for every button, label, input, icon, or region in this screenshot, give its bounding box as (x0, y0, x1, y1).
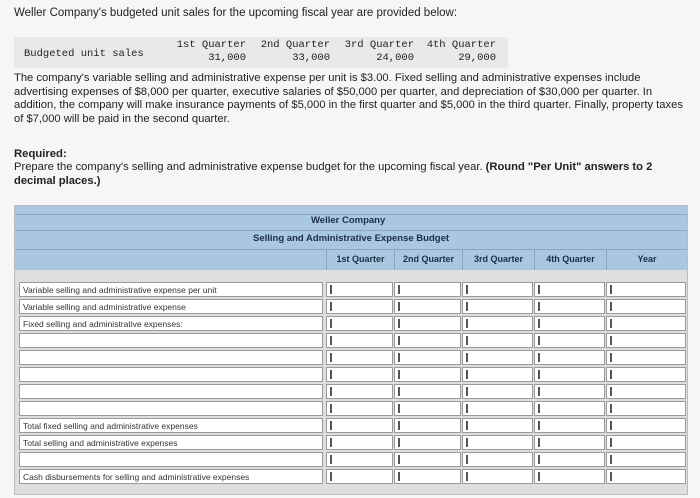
row-label-input[interactable] (19, 401, 323, 416)
budget-row (15, 400, 687, 417)
amount-input-year[interactable] (606, 418, 686, 433)
amount-input-q1[interactable] (326, 316, 393, 331)
budget-row (15, 366, 687, 383)
unit-sales-q2: 2nd Quarter 33,000 (260, 39, 330, 64)
amount-input-q1[interactable] (326, 452, 393, 467)
amount-input-q1[interactable] (326, 299, 393, 314)
amount-input-q3[interactable] (462, 469, 533, 484)
col-q4: 4th Quarter (534, 250, 606, 270)
amount-input-q3[interactable] (462, 384, 533, 399)
row-label-input[interactable]: Total fixed selling and administrative expenses (19, 418, 323, 433)
amount-input-q4[interactable] (534, 333, 605, 348)
budget-worksheet (14, 205, 688, 495)
amount-input-q1[interactable] (326, 367, 393, 382)
row-label-input[interactable]: Total selling and administrative expenses (19, 435, 323, 450)
amount-input-q2[interactable] (394, 367, 461, 382)
rounding-note: (Round "Per Unit" answers to 2 decimal places.) (14, 161, 653, 187)
amount-input-q4[interactable] (534, 401, 605, 416)
row-label-input[interactable] (19, 452, 323, 467)
amount-input-q3[interactable] (462, 418, 533, 433)
col-q3: 3rd Quarter (462, 250, 534, 270)
unit-sales-table (14, 37, 508, 68)
amount-input-q3[interactable] (462, 282, 533, 297)
amount-input-q3[interactable] (462, 316, 533, 331)
amount-input-q3[interactable] (462, 401, 533, 416)
amount-input-year[interactable] (606, 367, 686, 382)
row-label-input[interactable] (19, 333, 323, 348)
budget-row (15, 451, 687, 468)
amount-input-q4[interactable] (534, 316, 605, 331)
amount-input-q2[interactable] (394, 316, 461, 331)
amount-input-q4[interactable] (534, 350, 605, 365)
col-year: Year (606, 250, 687, 270)
amount-input-year[interactable] (606, 299, 686, 314)
amount-input-year[interactable] (606, 469, 686, 484)
budget-header (15, 206, 687, 270)
row-label-input[interactable] (19, 350, 323, 365)
amount-input-q4[interactable] (534, 384, 605, 399)
amount-input-q1[interactable] (326, 469, 393, 484)
row-label-input[interactable]: Fixed selling and administrative expenses: (19, 316, 323, 331)
amount-input-q2[interactable] (394, 299, 461, 314)
amount-input-q2[interactable] (394, 333, 461, 348)
amount-input-q3[interactable] (462, 333, 533, 348)
amount-input-year[interactable] (606, 333, 686, 348)
budget-row (15, 349, 687, 366)
amount-input-year[interactable] (606, 452, 686, 467)
unit-sales-q1: 1st Quarter 31,000 (176, 39, 246, 64)
amount-input-q2[interactable] (394, 452, 461, 467)
intro-text: Weller Company's budgeted unit sales for the upcoming fiscal year are provided below: (14, 7, 458, 19)
amount-input-q2[interactable] (394, 435, 461, 450)
company-name: Weller Company (311, 215, 386, 226)
budget-row (15, 298, 687, 315)
unit-sales-q3: 3rd Quarter 24,000 (344, 39, 414, 64)
amount-input-q2[interactable] (394, 384, 461, 399)
budget-row (15, 383, 687, 400)
amount-input-q2[interactable] (394, 418, 461, 433)
amount-input-q4[interactable] (534, 367, 605, 382)
budget-row (15, 315, 687, 332)
amount-input-q1[interactable] (326, 401, 393, 416)
amount-input-q1[interactable] (326, 282, 393, 297)
amount-input-q3[interactable] (462, 350, 533, 365)
required-text: Prepare the company's selling and administrative expense budget for the upcoming fiscal year. (Round "Per Unit" answers to 2 decimal places.) (14, 161, 653, 187)
unit-sales-q4: 4th Quarter 29,000 (426, 39, 496, 64)
amount-input-year[interactable] (606, 384, 686, 399)
row-label-input[interactable] (19, 384, 323, 399)
required-heading: Required: (14, 148, 67, 160)
amount-input-q4[interactable] (534, 469, 605, 484)
amount-input-q3[interactable] (462, 435, 533, 450)
amount-input-q2[interactable] (394, 401, 461, 416)
amount-input-q4[interactable] (534, 299, 605, 314)
amount-input-q4[interactable] (534, 452, 605, 467)
budget-row (15, 434, 687, 451)
amount-input-q1[interactable] (326, 350, 393, 365)
amount-input-q2[interactable] (394, 282, 461, 297)
amount-input-q2[interactable] (394, 350, 461, 365)
amount-input-q1[interactable] (326, 384, 393, 399)
amount-input-q3[interactable] (462, 367, 533, 382)
amount-input-year[interactable] (606, 401, 686, 416)
amount-input-q1[interactable] (326, 418, 393, 433)
amount-input-q4[interactable] (534, 418, 605, 433)
amount-input-q4[interactable] (534, 282, 605, 297)
budget-row (15, 332, 687, 349)
amount-input-year[interactable] (606, 435, 686, 450)
amount-input-year[interactable] (606, 282, 686, 297)
row-label-input[interactable]: Variable selling and administrative expense (19, 299, 323, 314)
budget-title: Selling and Administrative Expense Budget (253, 233, 450, 244)
unit-sales-label: Budgeted unit sales (24, 48, 144, 60)
budget-row (15, 468, 687, 485)
amount-input-q1[interactable] (326, 435, 393, 450)
amount-input-q2[interactable] (394, 469, 461, 484)
row-label-input[interactable]: Cash disbursements for selling and administrative expenses (19, 469, 323, 484)
row-label-input[interactable] (19, 367, 323, 382)
amount-input-q3[interactable] (462, 452, 533, 467)
problem-paragraph: The company's variable selling and administrative expense per unit is $3.00. Fixed selling and administrative expenses include advertising expenses of $8,000 per quarter, executive salaries of $50,000 per quarter, and depreciation of $30,000 per quarter. In addition, the company will make insurance payments of $5,000 in the first quarter and $5,000 in the third quarter. Finally, property taxes of $7,000 will be paid in the second quarter. (14, 72, 683, 125)
amount-input-year[interactable] (606, 316, 686, 331)
amount-input-year[interactable] (606, 350, 686, 365)
budget-row (15, 417, 687, 434)
budget-row (15, 281, 687, 298)
col-q1: 1st Quarter (326, 250, 394, 270)
row-label-input[interactable]: Variable selling and administrative expense per unit (19, 282, 323, 297)
col-q2: 2nd Quarter (394, 250, 462, 270)
amount-input-q4[interactable] (534, 435, 605, 450)
amount-input-q1[interactable] (326, 333, 393, 348)
amount-input-q3[interactable] (462, 299, 533, 314)
